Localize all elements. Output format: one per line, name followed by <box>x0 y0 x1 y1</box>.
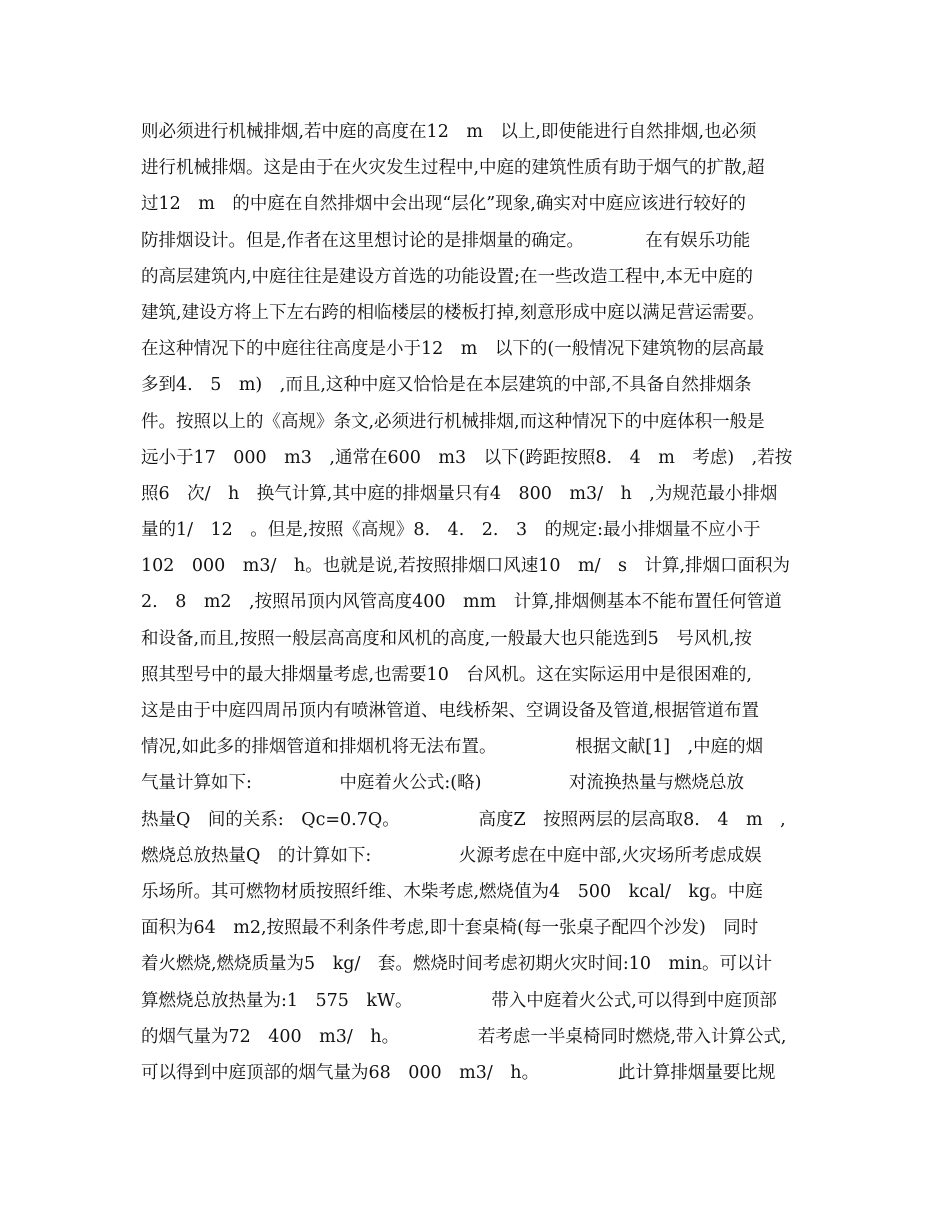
text-line: 件。按照以上的《高规》条文,必须进行机械排烟,而这种情况下的中庭体积一般是 <box>141 411 765 432</box>
text-line: 照其型号中的最大排烟量考虑,也需要10 台风机。这在实际运用中是很困难的, <box>141 664 752 685</box>
text-line: 的烟气量为72 400 m3/ h。 若考虑一半桌椅同时燃烧,带入计算公式, <box>141 1026 787 1047</box>
text-line: 乐场所。其可燃物材质按照纤维、木柴考虑,燃烧值为4 500 kcal/ kg。中庭 <box>141 881 763 902</box>
text-line: 这是由于中庭四周吊顶内有喷淋管道、电线桥架、空调设备及管道,根据管道布置 <box>141 701 760 721</box>
text-line: 远小于17 000 m3 ,通常在600 m3 以下(跨距按照8. 4 m 考虑) ,若按 <box>141 447 793 468</box>
text-line: 过12 m 的中庭在自然排烟中会出现“层化”现象,确实对中庭应该进行较好的 <box>141 194 746 215</box>
text-line: 防排烟设计。但是,作者在这里想讨论的是排烟量的确定。 在有娱乐功能 <box>141 230 751 251</box>
text-line: 则必须进行机械排烟,若中庭的高度在12 m 以上,即使能进行自然排烟,也必须 <box>141 122 757 142</box>
text-line: 可以得到中庭顶部的烟气量为68 000 m3/ h。 此计算排烟量要比规 <box>141 1062 776 1083</box>
text-line: 在这种情况下的中庭往往高度是小于12 m 以下的(一般情况下建筑物的层高最 <box>141 339 765 360</box>
text-line: 燃烧总放热量Q 的计算如下: 火源考虑在中庭中部,火灾场所考虑成娱 <box>141 845 762 866</box>
body-text <box>141 114 821 1091</box>
text-line: 102 000 m3/ h。也就是说,若按照排烟口风速10 m/ s 计算,排烟口面积为 <box>141 556 791 577</box>
text-line: 2. 8 m2 ,按照吊顶内风管高度400 mm 计算,排烟侧基本不能布置任何管道 <box>141 592 782 613</box>
text-line: 多到4. 5 m) ,而且,这种中庭又恰恰是在本层建筑的中部,不具备自然排烟条 <box>141 375 752 396</box>
text-line: 算燃烧总放热量为:1 575 kW。 带入中庭着火公式,可以得到中庭顶部 <box>141 990 777 1011</box>
text-line: 建筑,建设方将上下左右跨的相临楼层的楼板打掉,刻意形成中庭以满足营运需要。 <box>141 302 765 323</box>
text-line: 照6 次/ h 换气计算,其中庭的排烟量只有4 800 m3/ h ,为规范最小排烟 <box>141 483 778 504</box>
text-line: 进行机械排烟。这是由于在火灾发生过程中,中庭的建筑性质有助于烟气的扩散,超 <box>141 158 765 179</box>
text-line: 和设备,而且,按照一般层高高度和风机的高度,一般最大也只能选到5 号风机,按 <box>141 628 752 649</box>
text-line: 情况,如此多的排烟管道和排烟机将无法布置。 根据文献[1] ,中庭的烟 <box>141 737 764 758</box>
text-line: 量的1/ 12 。但是,按照《高规》8. 4. 2. 3 的规定:最小排烟量不应小于 <box>141 520 761 541</box>
text-line: 热量Q 间的关系: Qc=0.7Q。 高度Z 按照两层的层高取8. 4 m , <box>141 809 786 830</box>
text-line: 气量计算如下: 中庭着火公式:(略) 对流换热量与燃烧总放 <box>141 773 744 794</box>
text-line: 着火燃烧,燃烧质量为5 kg/ 套。燃烧时间考虑初期火灾时间:10 min。可以计 <box>141 954 773 975</box>
text-line: 的高层建筑内,中庭往往是建设方首选的功能设置;在一些改造工程中,本无中庭的 <box>141 266 754 287</box>
text-line: 面积为64 m2,按照最不利条件考虑,即十套桌椅(每一张桌子配四个沙发) 同时 <box>141 918 759 939</box>
